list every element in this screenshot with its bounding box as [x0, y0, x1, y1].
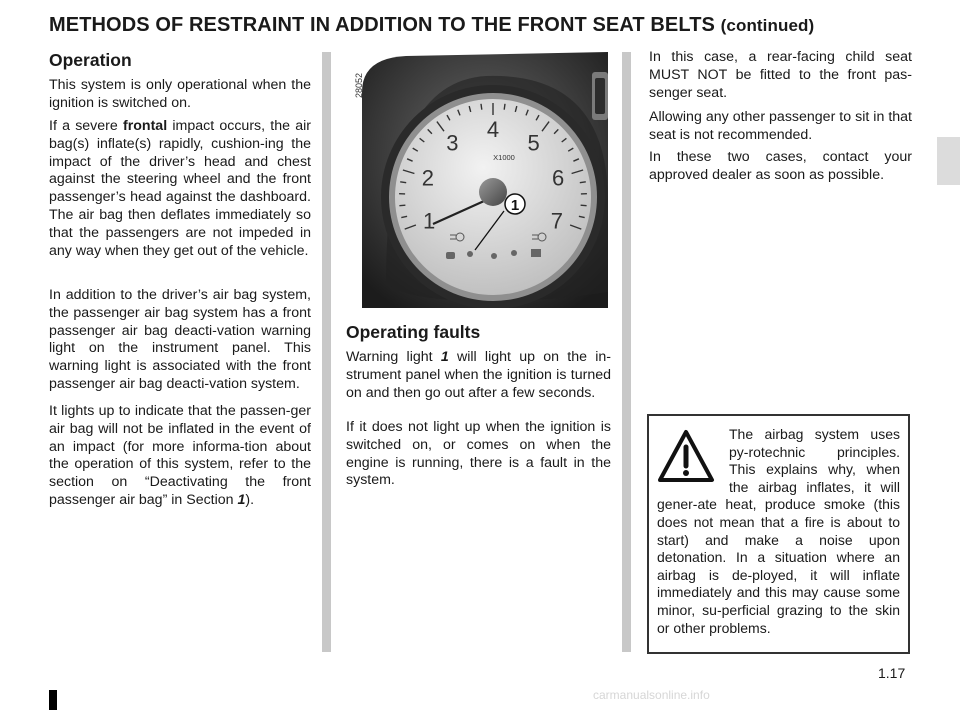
operating-faults-heading: Operating faults — [346, 322, 481, 342]
page-number: 1.17 — [878, 665, 906, 681]
dial-number: 5 — [527, 130, 540, 156]
dial-tick — [481, 104, 482, 110]
warning-text: The airbag system uses py-rotechnic principles. This explains why, when the airbag inflates, it will gener-ate heat, produce smoke (this does not mean that a fire is about to start) and make a noise upon detonation. In a situation where an airbag is de-ployed, it will inflate immediately and this may cause some minor, su-perficial grazing to the skin or other problems. — [657, 426, 900, 636]
dial-number: 4 — [486, 117, 500, 142]
dial-tick — [400, 182, 406, 183]
operation-paragraph-1: This system is only operational when the ignition is switched on. — [49, 77, 311, 111]
operation-paragraph-2: If a severe frontal impact occurs, the air bag(s) inflate(s) rapidly, cushion-ing the impact of the driver’s head and chest against the steering wheel and the front passenger’s head against the dashboard. The air bag then deflates immediately so that the passengers are not impeded in any way when they get out of the vehicle. — [49, 118, 311, 259]
operation-paragraph-4: It lights up to indicate that the passen-ger air bag will not be inflated in the event of an impact (for more informa-tion about the operation of this system, refer to the section on “Deactivating the front passenger air bag” in Section 1). — [49, 403, 311, 508]
column-divider-left — [322, 52, 331, 652]
dial-tick — [581, 205, 587, 206]
callout-number: 1 — [510, 197, 520, 214]
section-ref: 1 — [237, 491, 246, 508]
operation-heading: Operation — [49, 50, 132, 70]
warning-light-ref: 1 — [440, 349, 449, 365]
dial-number: 3 — [446, 130, 459, 156]
warning-triangle-icon — [657, 428, 715, 486]
corner-mark — [49, 690, 57, 710]
title-suffix: (continued) — [720, 16, 815, 35]
dial-number: 2 — [421, 165, 435, 191]
contact-dealer-paragraph: In these two cases, contact your approved dealer as soon as possible. — [649, 149, 912, 183]
section-tab — [937, 137, 960, 185]
dial-number: 6 — [551, 165, 565, 191]
instrument-panel-figure — [346, 52, 608, 308]
figure-number: 28052 — [354, 72, 364, 98]
dial-tick — [504, 104, 505, 110]
tachometer-illustration — [346, 52, 608, 308]
frontal-emphasis: frontal — [123, 118, 168, 134]
dial-unit-label: X1000 — [493, 153, 515, 162]
passenger-paragraph: Allowing any other passenger to sit in that seat is not recommended. — [649, 109, 912, 143]
dial-tick — [580, 182, 586, 183]
dial-number: 1 — [422, 208, 436, 234]
faults-paragraph-1: Warning light 1 will light up on the in-strument panel when the ignition is turned on and then go out after a few seconds. — [346, 349, 611, 401]
faults-paragraph-2: If it does not light up when the ignition is switched on, or comes on when the engine is running, there is a fault in the system. — [346, 419, 611, 489]
page-title: METHODS OF RESTRAINT IN ADDITION TO THE FRONT SEAT BELTS (continued) — [49, 14, 815, 36]
needle-hub — [479, 178, 507, 206]
warning-box — [647, 414, 910, 654]
watermark: carmanualsonline.info — [593, 688, 710, 702]
operation-paragraph-3: In addition to the driver’s air bag system, the passenger air bag system has a front passenger air bag deacti-vation warning light on the instrument panel. This warning light is associated with the front passenger air bag deacti-vation system. — [49, 287, 311, 392]
child-seat-paragraph: In this case, a rear-facing child seat MUST NOT be fitted to the front pas-senger seat. — [649, 49, 912, 101]
column-divider-right — [622, 52, 631, 652]
dial-tick — [399, 205, 405, 206]
dial-number: 7 — [550, 208, 564, 234]
